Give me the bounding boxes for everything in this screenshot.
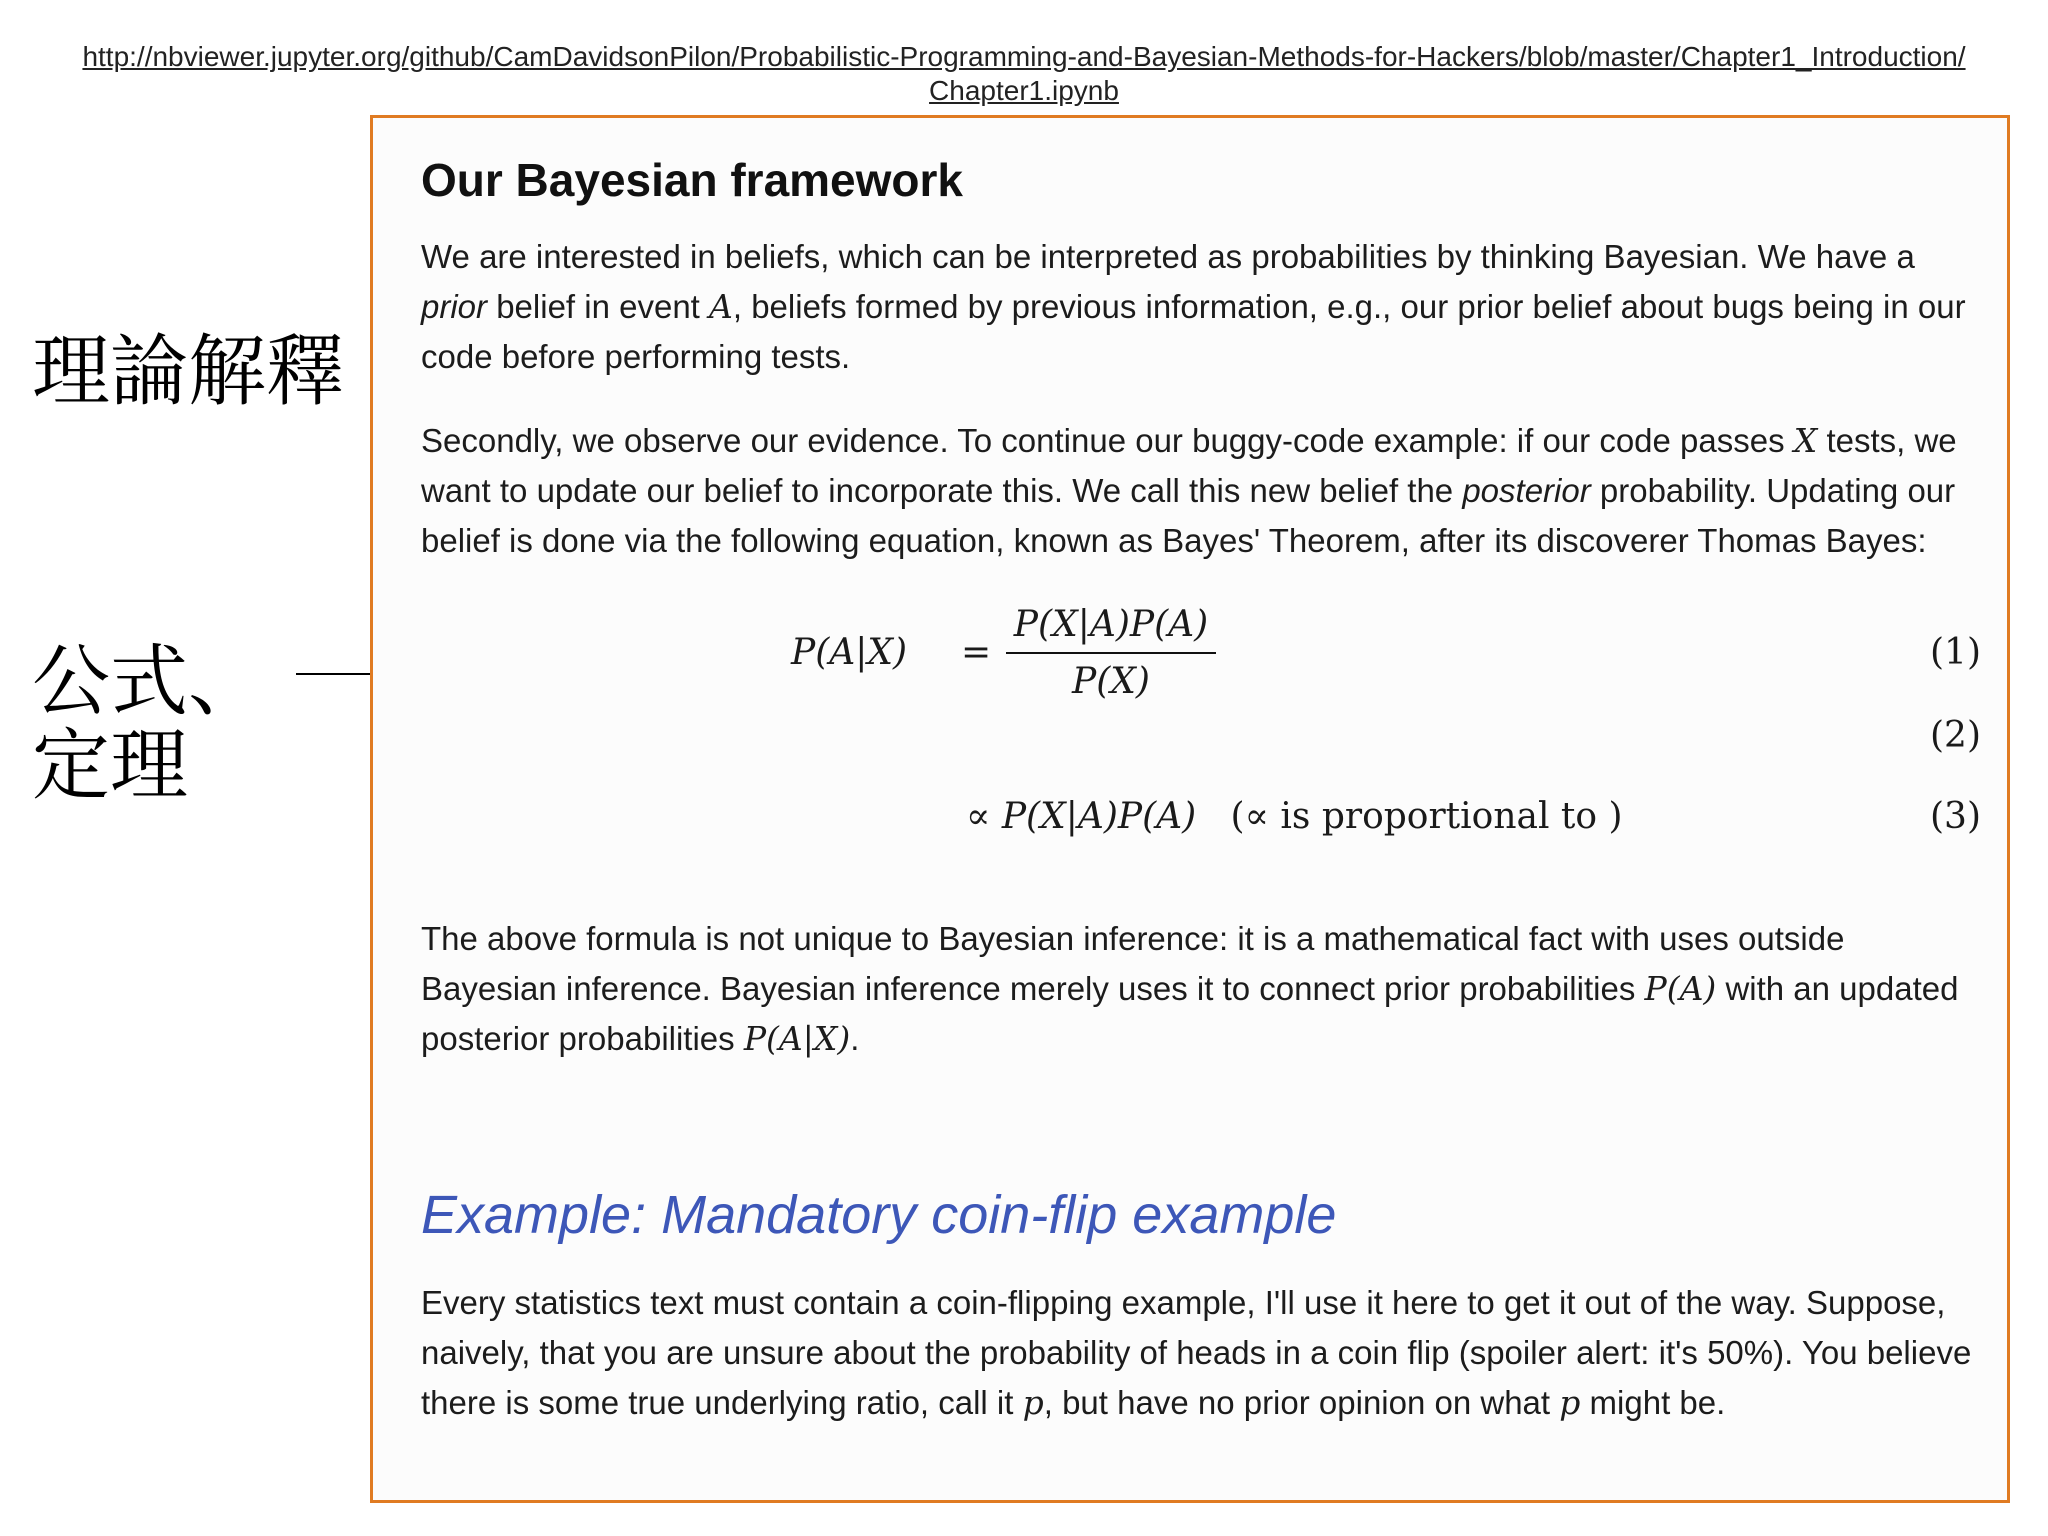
p1-prior: prior: [421, 288, 488, 325]
eq1-lhs: P(A|X): [791, 632, 908, 673]
eq1-number: (1): [1930, 632, 1981, 673]
eq3-number: (3): [1930, 796, 1981, 837]
theory-explanation-label: 理論解釋: [32, 327, 345, 417]
p2-text-1: Secondly, we observe our evidence. To continue our buggy-code example: if our code passes: [421, 422, 1794, 459]
notebook-screenshot-frame: [370, 115, 2010, 1503]
eq3-note: (∝ is proportional to ): [1196, 796, 1623, 837]
p2-posterior: posterior: [1462, 472, 1591, 509]
p4-text-1: Every statistics text must contain a coin-flipping example, I'll use it here to get it out of the way. Suppose, naively, that you are unsure about the probability of heads in a coin flip (spoiler alert: it's 50%). You believe there is some true underlying ratio, call it: [421, 1284, 1972, 1421]
eq1-denominator: P(X): [1072, 661, 1150, 702]
eq1-fraction: [1006, 600, 1216, 704]
formula-label-line2: 定理: [32, 721, 189, 811]
paragraph-coin-flip: [421, 1278, 1981, 1428]
p3-text-1: The above formula is not unique to Bayesian inference: it is a mathematical fact with uses outside Bayesian inference. Bayesian inference merely uses it to connect prior probabilities: [421, 920, 1845, 1007]
source-url-link[interactable]: [40, 40, 2008, 108]
p3-pax: P(A|X): [743, 1019, 851, 1058]
eq2-number: (2): [1930, 715, 1981, 756]
p3-text-2: with an updated posterior probabilities: [421, 970, 1959, 1057]
paragraph-evidence: [421, 416, 1981, 566]
bayes-theorem-equations: [421, 600, 1981, 890]
eq1-numerator: P(X|A)P(A): [1013, 604, 1209, 645]
p1-text-3: , beliefs formed by previous information, e.g., our prior belief about bugs being in our code before performing tests.: [421, 288, 1966, 375]
source-url-line2[interactable]: Chapter1.ipynb: [929, 75, 1119, 106]
eq3-expression: [966, 796, 1623, 837]
p1-text-2: belief in event: [487, 288, 710, 325]
paragraph-beliefs: [421, 232, 1981, 382]
paragraph-formula-note: [421, 914, 1981, 1064]
formula-theorem-label: [32, 637, 267, 811]
p4-p1: p: [1022, 1383, 1044, 1422]
equation-2: [421, 715, 1981, 775]
fraction-bar: [1006, 652, 1216, 654]
p3-pa: P(A): [1644, 969, 1717, 1008]
equation-1: [421, 600, 1981, 710]
notebook-content: [421, 134, 1981, 1462]
p1-text-1: We are interested in beliefs, which can be interpreted as probabilities by thinking Bayesian. We have a: [421, 238, 1915, 275]
p2-x: X: [1793, 421, 1818, 460]
p2-text-3: probability. Updating our belief is done via the following equation, known as Bayes' Theorem, after its discoverer Thomas Bayes:: [421, 472, 1956, 559]
p4-text-2: , but have no prior opinion on what: [1043, 1384, 1560, 1421]
p3-text-3: .: [850, 1020, 860, 1057]
section-title: Our Bayesian framework: [421, 154, 964, 206]
example-heading: Example: Mandatory coin-flip example: [421, 1185, 1337, 1245]
p2-text-2: tests, we want to update our belief to incorporate this. We call this new belief the: [421, 422, 1957, 509]
p4-text-3: might be.: [1580, 1384, 1726, 1421]
eq3-prefix: ∝: [966, 796, 1002, 837]
p4-p2: p: [1559, 1383, 1581, 1422]
eq1-equals: =: [961, 632, 992, 673]
source-url-line1[interactable]: http://nbviewer.jupyter.org/github/CamDavidsonPilon/Probabilistic-Programming-and-Bayesian-Methods-for-Hackers/blob/master/Chapter1_Introduction/: [82, 41, 1966, 72]
eq3-expr: P(X|A)P(A): [1001, 796, 1197, 837]
p1-event-a: A: [709, 287, 733, 326]
equation-3: [421, 796, 1981, 856]
formula-label-line1: 公式、: [32, 637, 267, 727]
